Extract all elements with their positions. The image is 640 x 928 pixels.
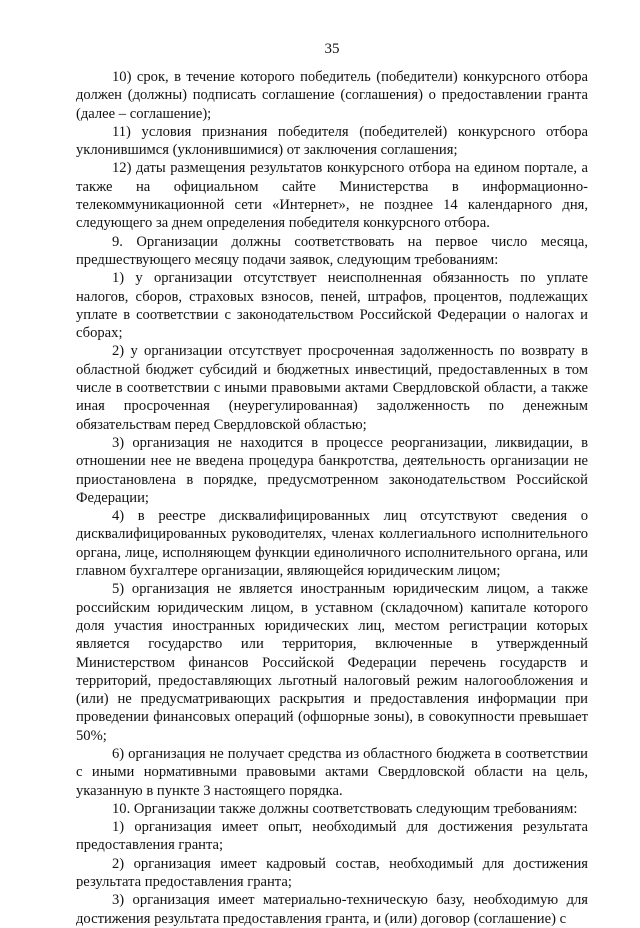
paragraph-add-2-staff: 2) организация имеет кадровый состав, необходимый для достижения результата предоставления гранта;: [76, 855, 588, 891]
paragraph-9-requirements: 9. Организации должны соответствовать на первое число месяца, предшествующего месяцу подачи заявок, следующим требованиям:: [76, 233, 588, 268]
paragraph-add-3-base: 3) организация имеет материально-техническую базу, необходимую для достижения результата предоставления гранта, и (или) договор (соглашение) с: [76, 892, 588, 927]
paragraph-add-1-experience: 1) организация имеет опыт, необходимый для достижения результата предоставления гранта;: [76, 819, 588, 854]
paragraph-10-additional: 10. Организации также должны соответствовать следующим требованиям:: [112, 800, 578, 817]
page-number: 35: [324, 41, 340, 57]
paragraph-10-deadline: 10) срок, в течение которого победитель (победители) конкурсного отбора должен (должны) подписать соглашение (соглашения) о предоставлении гранта (далее – соглашение);: [76, 69, 588, 122]
paragraph-req-3-reorganization: 3) организация не находится в процессе реорганизации, ликвидации, в отношении нее не введена процедура банкротства, деятельность организации не приостановлена в порядке, предусмотренном законодательством Российской Федерации;: [76, 434, 588, 506]
paragraph-req-6-funds: 6) организация не получает средства из областного бюджета в соответствии с иными нормативными правовыми актами Свердловской области на цель, указанную в пункте 3 настоящего порядка.: [76, 745, 588, 799]
paragraph-req-2-debt: 2) у организации отсутствует просроченная задолженность по возврату в областной бюджет субсидий и бюджетных инвестиций, предоставленных в том числе в соответствии с иными правовыми актами Свердловской области, а также иная просроченная (неурегулированная) задолженность по денежным обязательствам перед Свердловской областью;: [76, 343, 588, 433]
paragraph-req-1-taxes: 1) у организации отсутствует неисполненная обязанность по уплате налогов, сборов, страховых взносов, пеней, штрафов, процентов, подлежащих уплате в соответствии с законодательством Российской Федерации о налогах и сборах;: [76, 270, 588, 342]
paragraph-11-evasion: 11) условия признания победителя (победителей) конкурсного отбора уклонившимся (уклонившимися) от заключения соглашения;: [76, 123, 588, 159]
paragraph-req-5-foreign: 5) организация не является иностранным юридическим лицом, а также российским юридическим лицом, в уставном (складочном) капитале которого доля участия иностранных юридических лиц, местом регистрации которых является государство или территория, включенные в утвержденный Министерством финансов Российской Федерации перечень государств и территорий, предоставляющих льготный налоговый режим налогообложения и (или) не предусматривающих раскрытия и предоставления информации при проведении финансовых операций (офшорные зоны), в совокупности превышает 50%;: [76, 581, 588, 744]
paragraph-req-4-disqualified: 4) в реестре дисквалифицированных лиц отсутствуют сведения о дисквалифицированных руководителях, членах коллегиального исполнительного органа, лице, исполняющем функции единоличного исполнительного органа, или главном бухгалтере организации, являющейся юридическим лицом;: [76, 508, 588, 580]
paragraph-12-publication: 12) даты размещения результатов конкурсного отбора на едином портале, а также на официальном сайте Министерства в информационно-телекоммуникационной сети «Интернет», не позднее 14 календарного дня, следующего за днем определения победителя конкурсного отбора.: [76, 160, 588, 232]
